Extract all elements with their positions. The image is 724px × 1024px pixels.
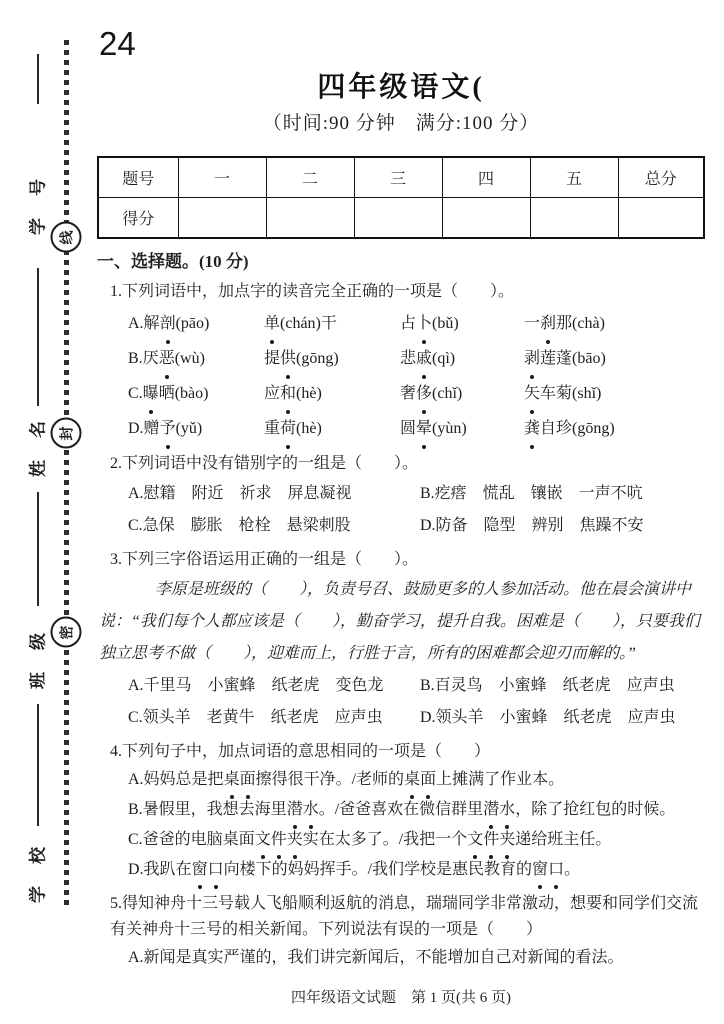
score-blank-cell — [618, 198, 704, 239]
option-row — [128, 377, 705, 410]
dotted-char: 面 — [240, 765, 256, 795]
dotted-char: 水 — [303, 795, 319, 825]
class-blank-line — [37, 492, 39, 606]
seal-binding-line — [64, 40, 69, 906]
score-blank-cell — [530, 198, 618, 239]
dotted-char: 戚 — [416, 342, 432, 375]
score-label-cell: 得分 — [98, 198, 178, 239]
dotted-char: 潜 — [287, 795, 303, 825]
question-stem: 3.下列三字俗语运用正确的一组是（ ）。 — [110, 551, 419, 568]
question-stem: 1.下列词语中，加点字的读音完全正确的一项是（ ）。 — [110, 283, 515, 300]
option: A.解剖(pāo) — [128, 307, 264, 340]
dotted-char: 和 — [280, 377, 296, 410]
question-stem: 4.下列句子中，加点词语的意思相同的一项是（ ） — [110, 743, 491, 760]
option-row — [128, 671, 705, 701]
dotted-char: 卜 — [416, 307, 432, 340]
option: 提供(gōng) — [264, 342, 400, 375]
questions-list — [97, 279, 705, 973]
dotted-char: 曝 — [143, 377, 159, 410]
dotted-char: 口 — [208, 855, 224, 885]
question-2 — [97, 451, 705, 541]
score-blank-cell — [354, 198, 442, 239]
option: D.我趴在窗口向楼下的妈妈挥手。/我们学校是惠民教育的窗口。 — [128, 855, 705, 885]
seal-stamp-xian — [51, 222, 82, 253]
label-name: 姓名 — [28, 399, 48, 477]
option: B.暑假里，我想去海里潜水。/爸爸喜欢在微信群里潜水，除了抢红包的时候。 — [128, 795, 705, 825]
option: 剥莲蓬(bāo) — [524, 342, 705, 375]
score-table — [97, 156, 705, 239]
option: 悲戚(qì) — [400, 342, 524, 375]
option: 奢侈(chǐ) — [400, 377, 524, 410]
dotted-char: 剥 — [524, 342, 540, 375]
option: D.领头羊 小蜜蜂 纸老虎 应声虫 — [420, 709, 676, 726]
option: A.慰籍 附近 祈求 屏息凝视 — [128, 485, 352, 502]
dotted-char: 桌 — [224, 765, 240, 795]
dotted-char: 件 — [271, 825, 287, 855]
dotted-char: 矢 — [524, 377, 540, 410]
option-row — [128, 412, 705, 445]
question-1 — [97, 279, 705, 445]
option: 应和(hè) — [264, 377, 400, 410]
option: 占卜(bǔ) — [400, 307, 524, 340]
label-student-id: 学号 — [28, 157, 48, 235]
seal-char: 线 — [60, 230, 75, 244]
option: 矢车菊(shǐ) — [524, 377, 705, 410]
dotted-char: 恶 — [159, 342, 175, 375]
seal-char: 密 — [60, 625, 75, 639]
dotted-char: 单 — [264, 307, 280, 340]
dotted-char: 夹 — [499, 825, 515, 855]
dotted-char: 面 — [420, 765, 436, 795]
label-class: 班级 — [28, 611, 48, 689]
option: C.急保 膨胀 枪栓 悬梁刺股 — [128, 517, 351, 534]
paper-title: 四年级语文( — [317, 72, 485, 103]
score-table-cell: 五 — [530, 157, 618, 198]
option-row — [128, 703, 705, 733]
option: D.赠予(yǔ) — [128, 412, 264, 445]
page-number: 24 — [99, 25, 136, 62]
question-stem: 2.下列词语中没有错别字的一组是（ ）。 — [110, 455, 419, 472]
score-blank-cell — [178, 198, 266, 239]
student-id-blank-line — [37, 54, 39, 104]
dotted-char: 文 — [255, 825, 271, 855]
seal-stamp-feng — [51, 418, 82, 449]
option: 圆晕(yùn) — [400, 412, 524, 445]
dotted-char: 件 — [483, 825, 499, 855]
dotted-char: 口 — [548, 855, 564, 885]
dotted-char: 龚 — [524, 412, 540, 445]
name-blank-line — [37, 268, 39, 406]
option: 一刹那(chà) — [524, 307, 705, 340]
score-table-cell: 三 — [354, 157, 442, 198]
option-row — [128, 307, 705, 340]
question-3 — [97, 547, 705, 733]
passage-line: 李原是班级的（ ），负责号召、鼓励更多的人参加活动。他在晨会演讲中 — [155, 581, 692, 598]
question-5 — [97, 891, 705, 973]
dotted-char: 窗 — [192, 855, 208, 885]
score-table-cell: 二 — [266, 157, 354, 198]
score-table-cell: 四 — [442, 157, 530, 198]
option: 重荷(hè) — [264, 412, 400, 445]
paper-content — [97, 0, 705, 1009]
dotted-char: 侈 — [416, 377, 432, 410]
section-heading: 一、选择题。(10 分) — [97, 252, 249, 271]
option: A.新闻是真实严谨的，我们讲完新闻后，不能增加自己对新闻的看法。 — [128, 949, 624, 966]
question-4 — [97, 739, 705, 885]
dotted-char: 予 — [160, 412, 176, 445]
question-stem: 5.得知神舟十三号载人飞船顺利返航的消息，瑞瑞同学非常激动，想要和同学们交流有关神舟十三号的相关新闻。下列说法有误的一项是（ ） — [110, 895, 699, 938]
dotted-char: 夹 — [287, 825, 303, 855]
option-row — [128, 479, 705, 509]
option: 龚自珍(gōng) — [524, 412, 705, 445]
option-row — [128, 511, 705, 541]
option-row — [128, 342, 705, 375]
option: C.领头羊 老黄牛 纸老虎 应声虫 — [128, 709, 383, 726]
page-footer: 四年级语文试题 第 1 页(共 6 页) — [291, 990, 511, 1006]
dotted-char: 刹 — [540, 307, 556, 340]
option: C.曝晒(bào) — [128, 377, 264, 410]
option: B.百灵鸟 小蜜蜂 纸老虎 应声虫 — [420, 677, 675, 694]
score-blank-cell — [442, 198, 530, 239]
score-table-cell: 总分 — [618, 157, 704, 198]
dotted-char: 晕 — [416, 412, 432, 445]
score-blank-cell — [266, 198, 354, 239]
seal-stamp-mi — [51, 617, 82, 648]
dotted-char: 文 — [467, 825, 483, 855]
passage-line: 独立思考不做（ ），迎难而上，行胜于言，所有的困难都会迎刃而解的。” — [99, 645, 636, 662]
dotted-char: 水 — [499, 795, 515, 825]
option: A.妈妈总是把桌面擦得很干净。/老师的桌面上摊满了作业本。 — [128, 765, 705, 795]
dotted-char: 荷 — [280, 412, 296, 445]
dotted-char: 窗 — [532, 855, 548, 885]
dotted-char: 潜 — [483, 795, 499, 825]
label-school: 学校 — [28, 825, 48, 903]
option: A.千里马 小蜜蜂 纸老虎 变色龙 — [128, 677, 384, 694]
score-table-score-row — [98, 198, 704, 239]
score-table-cell: 题号 — [98, 157, 178, 198]
paper-subtitle: （时间:90 分钟 满分:100 分） — [262, 113, 540, 134]
dotted-char: 桌 — [404, 765, 420, 795]
seal-char: 封 — [60, 426, 75, 440]
option: D.防备 隐型 辨别 焦躁不安 — [420, 517, 644, 534]
passage-line: 说：“我们每个人都应该是（ ），勤奋学习，提升自我。困难是（ ），只要我们 — [99, 613, 700, 630]
option: B.厌恶(wù) — [128, 342, 264, 375]
option: B.疙瘩 慌乱 镶嵌 一声不吭 — [420, 485, 643, 502]
option: C.爸爸的电脑桌面文件夹实在太多了。/我把一个文件夹递给班主任。 — [128, 825, 705, 855]
score-table-header-row — [98, 157, 704, 198]
dotted-char: 供 — [280, 342, 296, 375]
score-table-cell: 一 — [178, 157, 266, 198]
option: 单(chán)干 — [264, 307, 400, 340]
dotted-char: 剖 — [160, 307, 176, 340]
school-blank-line — [37, 704, 39, 826]
